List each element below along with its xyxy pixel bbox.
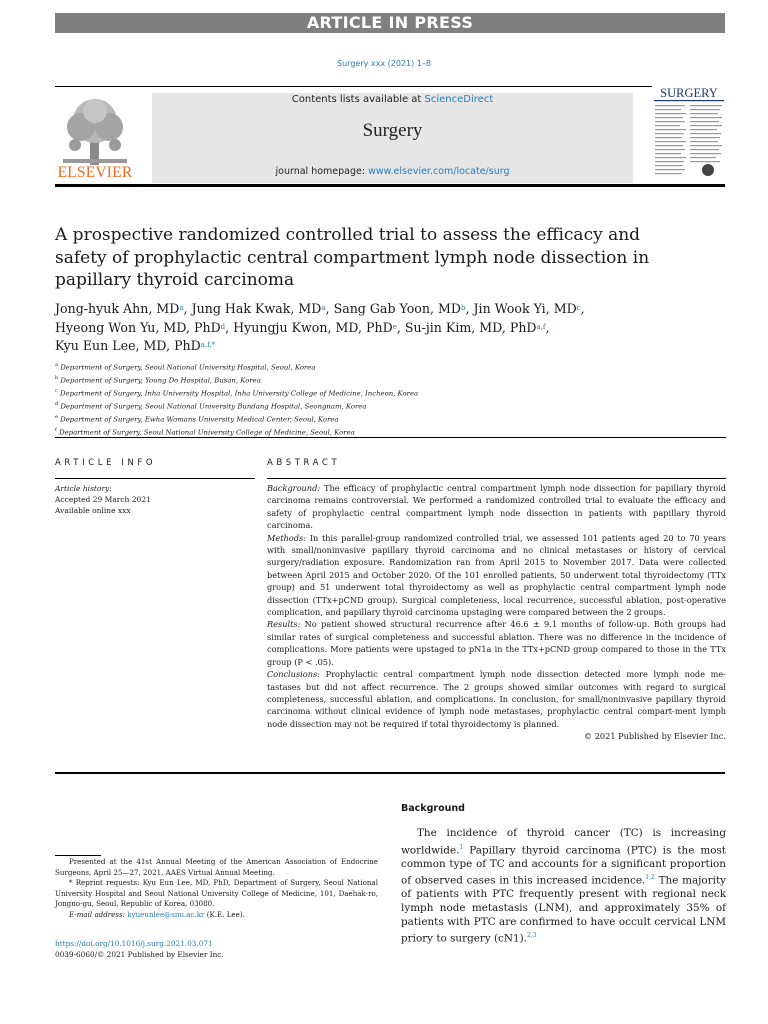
- abstract-rule: [267, 478, 726, 479]
- sciencedirect-link[interactable]: ScienceDirect: [424, 94, 494, 105]
- body-text-3: The majority of patients with PTC frequently present with regional neck lymph node metastasis (LNM), and approximately 35% of patients with PTC are confirmed to have occult cervical LNM priory to surgery (cN1).: [401, 874, 726, 945]
- body-text-2: Papillary thyroid carcinoma (PTC) is the most common type of TC and accounts for a significant proportion of observed cases in this increased incidence.: [401, 844, 726, 887]
- section-heading-background: Background: [401, 803, 465, 814]
- contents-prefix: Contents lists available at: [291, 94, 425, 105]
- author-separator: ,: [465, 301, 474, 316]
- body-paragraph: [401, 827, 726, 946]
- author-name: Jung Hak Kwak, MD: [191, 301, 322, 316]
- info-top-rule: [55, 437, 726, 438]
- author-name: Jin Wook Yi, MD: [473, 301, 577, 316]
- body-text-1: The incidence of thyroid cancer (TC) is increasing worldwide.: [401, 827, 726, 857]
- abstract-section-label: Background:: [267, 483, 321, 493]
- affiliation: [55, 386, 655, 399]
- homepage-prefix: journal homepage:: [275, 166, 369, 177]
- email-suffix: (K.E. Lee).: [204, 909, 245, 919]
- affiliation-text: Department of Surgery, Seoul National University College of Medicine, Seoul, Korea: [59, 428, 355, 437]
- abstract-section-label: Conclusions:: [267, 669, 320, 680]
- affiliation-key: e: [55, 414, 58, 420]
- cover-title: SURGERY: [660, 86, 718, 100]
- author-name: Sang Gab Yoon, MD: [333, 301, 461, 316]
- abstract-section-text: In this parallel-group randomized controlled trial, we assessed 101 patients aged 20 to 70 years with small/noninvasive papillary thyroid carcinoma and no clinical metastases or history of cervical surgery/radiation exposure. Randomization ran from April 2015 to November 2017. Data were collected between April 2015 and October 2020. Of the 101 enrolled patients, 50 underwent total thyroidectomy (TTx group) and 51 underwent total thyroidectomy as well as prophylactic central compartment lymph node dissection (TTx+pCND group). Surgical completeness, local recurrence, successful ablation, post-operative complication, and papillary thyroid carcinoma upstaging were compared between the 2 groups.: [267, 532, 726, 618]
- affiliation-text: Department of Surgery, Seoul National University Bundang Hospital, Seongnam, Korea: [60, 402, 367, 411]
- author-affiliation-marker[interactable]: c: [576, 304, 581, 312]
- affiliation-key: f: [55, 427, 57, 433]
- affiliation-text: Department of Surgery, Young Do Hospital, Busan, Korea: [60, 376, 261, 385]
- author-affiliation-marker[interactable]: a: [179, 304, 184, 312]
- author-affiliation-marker[interactable]: d: [220, 322, 226, 331]
- affiliation-key: b: [55, 375, 59, 381]
- abstract-section-label: Methods:: [267, 532, 306, 543]
- doi-link[interactable]: https://doi.org/10.1016/j.surg.2021.03.071: [55, 939, 213, 948]
- author-separator: ,: [225, 319, 234, 335]
- header-top-rule: [55, 86, 725, 87]
- abstract-body: [267, 482, 726, 743]
- abstract-section-label: Results:: [267, 619, 301, 630]
- abstract-section-text: The efficacy of prophylactic central compartment lymph node dissection for papillary thyroid carcinoma remains controversial. We performed a randomized controlled trial to evaluate the efficacy and safety of prophylactic central compartment lymph node dissection in patients with papillary thyroid carcinoma.: [267, 483, 726, 531]
- author-separator: ,: [325, 301, 334, 316]
- abstract-section-text: No patient showed structural recurrence after 46.6 ± 9.1 months of follow-up. Both groups had similar rates of surgical completeness and successful ablation. There was no difference in the incidence of complications. More patients were upstaged to pN1a in the TTx+pCND group compared to those in the TTx group (P < .05).: [267, 619, 726, 667]
- affiliation: [55, 412, 655, 425]
- author-name: Hyeong Won Yu, MD, PhD: [55, 319, 221, 335]
- journal-name: Surgery: [362, 120, 423, 141]
- footnotes: [55, 857, 378, 921]
- author-name: Jong-hyuk Ahn, MD: [55, 301, 180, 316]
- copyright-notice: © 2021 Published by Elsevier Inc.: [583, 731, 726, 742]
- article-title: A prospective randomized controlled trial to assess the efficacy and safety of prophylactic central compartment lymph node dissection in papillary thyroid carcinoma: [55, 225, 650, 290]
- footnote-reprint: * Reprint requests: Kyu Eun Lee, MD, PhD, Department of Surgery, Seoul National University Hospital and Seoul National University College of Medicine, 101, Daehak-ro, Jongno-gu, Seoul, Republic of Korea, 03080.: [55, 878, 378, 909]
- affiliation-key: a: [55, 362, 58, 368]
- affiliation: [55, 373, 655, 386]
- homepage-link[interactable]: www.elsevier.com/locate/surg: [368, 166, 510, 177]
- abstract-section: [267, 618, 726, 668]
- affiliation-text: Department of Surgery, Inha University Hospital, Inha University College of Medicine, Incheon, Korea: [60, 389, 419, 398]
- footnote-presented: Presented at the 41st Annual Meeting of the American Association of Endocrine Surgeons, April 25—27, 2021, AAES Virtual Annual Meeting.: [55, 857, 378, 877]
- abstract-section-text: Prophylactic central compartment lymph node dissection detected more lymph node me-tastases but did not affect recurrence. The 2 groups showed similar outcomes with regard to surgical completeness, successful ablation, and complications. In conclusion, for small/noninvasive papillary thyroid carcinoma without clinical evidence of lymph node metastases, prophylactic central compart-ment lymph node dissection may not be required if total thyroidectomy is planned.: [267, 669, 726, 729]
- journal-citation[interactable]: [0, 59, 768, 68]
- article-info-rule: [55, 478, 255, 479]
- affiliation-list: [55, 360, 655, 438]
- author-separator: ,: [580, 301, 585, 316]
- online-date: Available online xxx: [55, 506, 131, 515]
- author-separator: ,: [545, 319, 550, 335]
- author-name: Kyu Eun Lee, MD, PhD: [55, 338, 201, 353]
- author-affiliation-marker[interactable]: e: [392, 322, 397, 331]
- journal-cover-thumbnail: [652, 86, 726, 182]
- accepted-date: Accepted 29 March 2021: [55, 495, 151, 504]
- journal-homepage: [152, 166, 633, 177]
- reference-2[interactable]: 1,2: [645, 874, 655, 882]
- author-name: Su-jin Kim, MD, PhD: [404, 319, 537, 335]
- author-affiliation-marker[interactable]: b: [461, 304, 466, 312]
- affiliation: [55, 360, 655, 373]
- abstract-sections: [267, 482, 726, 730]
- abstract-section: [267, 482, 726, 532]
- author-affiliation-marker[interactable]: a,f: [536, 322, 546, 331]
- author-name: Hyungju Kwon, MD, PhD: [233, 319, 393, 335]
- article-info-heading: ARTICLE INFO: [55, 458, 157, 468]
- affiliation-text: Department of Surgery, Seoul National University Hospital, Seoul, Korea: [60, 363, 316, 372]
- author-separator: ,: [183, 301, 192, 316]
- author-separator: ,: [396, 319, 405, 335]
- reference-1[interactable]: 1: [459, 843, 464, 851]
- article-history: [55, 483, 255, 516]
- history-label: Article history:: [55, 484, 112, 493]
- abstract-bottom-rule: [55, 772, 725, 774]
- contents-line: [152, 94, 633, 105]
- abstract-section: [267, 668, 726, 730]
- abstract-section: [267, 532, 726, 619]
- citation-link[interactable]: Surgery xxx (2021) 1–8: [337, 59, 431, 68]
- author-affiliation-marker[interactable]: a: [321, 304, 326, 312]
- publisher-logo: ELSEVIER: [57, 164, 133, 181]
- issn-line: 0039-6060/© 2021 Published by Elsevier Inc.: [55, 950, 224, 959]
- footnote-rule: [55, 855, 101, 856]
- email-link[interactable]: kyueunlee@snu.ac.kr: [127, 909, 205, 919]
- header-bottom-rule: [55, 184, 725, 187]
- affiliation-key: d: [55, 401, 59, 407]
- author-list: [55, 300, 715, 356]
- abstract-heading: ABSTRACT: [267, 458, 341, 468]
- doi-block: [55, 938, 224, 960]
- affiliation: [55, 399, 655, 412]
- reference-3[interactable]: 2,3: [526, 932, 537, 940]
- affiliation-text: Department of Surgery, Ewha Womans University Medical Center, Seoul, Korea: [60, 415, 339, 424]
- affiliation-key: c: [55, 388, 58, 394]
- article-in-press-banner: ARTICLE IN PRESS: [55, 13, 725, 33]
- email-label: E-mail address:: [69, 909, 126, 919]
- author-affiliation-marker[interactable]: a,f,*: [200, 341, 216, 349]
- footnote-email: [55, 910, 378, 921]
